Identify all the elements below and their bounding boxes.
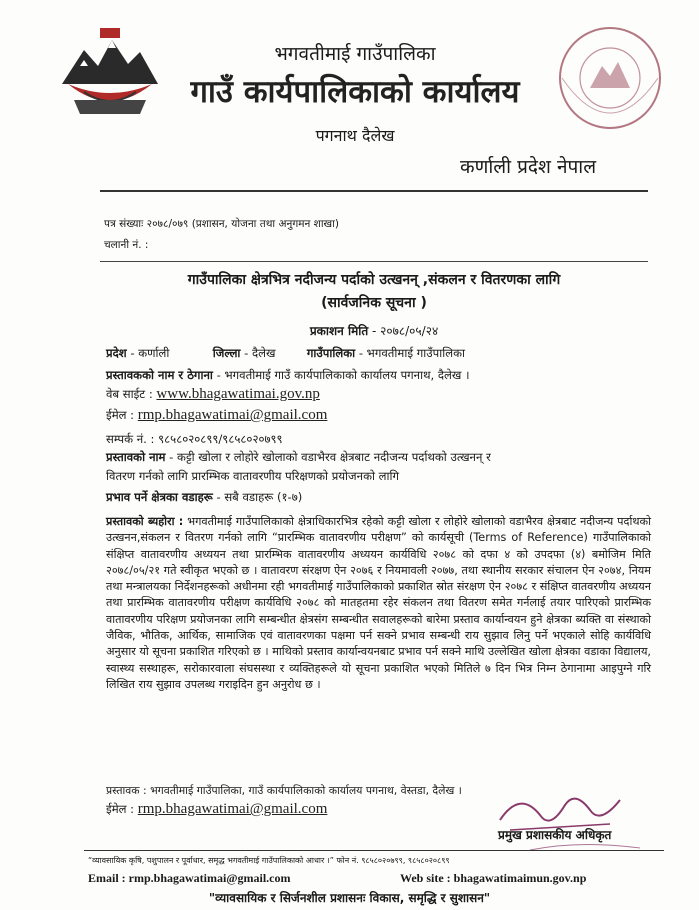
municipality-name: भगवतीमाई गाउँपालिका — [274, 43, 436, 65]
province-value: - कर्णाली — [130, 346, 170, 360]
dispatch-number: चलानी नं. : — [104, 239, 149, 251]
affected-label: प्रभाव पर्ने क्षेत्रका वडाहरू — [106, 490, 213, 504]
footer-motto: "व्यावसायिक र सिर्जनशील प्रशासनः विकास, समृद्धि र सुशासन" — [208, 891, 491, 905]
province-label: प्रदेश — [106, 346, 127, 360]
affected-wards-row — [106, 490, 302, 505]
closing-email-link[interactable]: rmp.bhagawatimai@gmail.com — [137, 801, 328, 817]
proposer-label: प्रस्तावकको नाम र ठेगाना — [106, 368, 213, 382]
rm-value: - भगवतीमाई गाउँपालिका — [358, 346, 465, 360]
paragraph-lead: प्रस्तावको ब्यहोरा : — [106, 515, 184, 528]
notice-title: गाउँपालिका क्षेत्रभित्र नदीजन्य पर्दाको उत्खनन् ,संकलन र वितरणका लागि — [187, 272, 561, 288]
proposer-closing: प्रस्तावक : भगवतीमाई गाउँपालिका, गाउँ कार्यपालिकाको कार्यालय पगनाथ, वेस्तडा, दैलेख । — [106, 784, 462, 797]
location-row — [106, 346, 465, 361]
nepal-emblem-icon — [54, 22, 166, 122]
contact-number: सम्पर्क नं. : ९८५८०२०८९९/९८५८०२०७९९ — [106, 432, 283, 446]
footer-website[interactable]: Web site : bhagawatimaimun.gov.np — [400, 871, 587, 885]
office-name: गाउँ कार्यपालिकाको कार्यालय — [190, 74, 520, 110]
email-link[interactable]: rmp.bhagawatimai@gmail.com — [137, 407, 328, 423]
footer-tagline: “व्यावसायिक कृषि, पशुपालन र पूर्वाधार, समृद्ध भगवतीमाई गाउँपालिकाको आधार ।” फोन नं. ९८५८०२०७९९, ९८५८०२०८९९ — [88, 856, 450, 865]
closing-email-row — [106, 801, 327, 818]
office-place: पगनाथ दैलेख — [315, 126, 395, 145]
proposer-value: - भगवतीमाई गाउँ कार्यपालिकाको कार्यालय पगनाथ, दैलेख । — [216, 368, 470, 382]
proposal-value: - कट्टी खोला र लोहोरे खोलाको वडाभैरव क्षेत्रबाट नदीजन्य पर्दाथको उत्खनन् र — [169, 450, 491, 464]
website-row — [106, 386, 320, 403]
email-row — [106, 407, 327, 424]
letter-number: पत्र संख्याः २०७८/०७९ (प्रशासन, योजना तथा अनुगमन शाखा) — [104, 218, 339, 230]
signatory-title: प्रमुख प्रशासकीय अधिकृत — [498, 828, 612, 842]
proposal-label: प्रस्तावको नाम — [106, 450, 166, 464]
website-label: वेब साईट : — [106, 387, 153, 401]
closing-email-label: ईमेल : — [106, 802, 135, 816]
signature-icon — [470, 780, 650, 860]
paragraph-text: भगवतीमाई गाउँपालिकाको क्षेत्राधिकारभित्र रहेको कट्टी खोला र लोहोरे खोलाको वडाभैरव क्षेत्रबाट नदीजन्य पर्दाथको उत्खनन,संकलन र वितरण गर्नको लागि “प्रारम्भिक वातावरणीय परीक्षण” को कार्यसूची (Terms of Reference) गाउँपालिकाको संक्षिप्त वातावरणीय अध्ययन तथा प्रारम्भिक वातावरणीय अध्ययन कार्यविधि २०७८ को दफा ४ को उपदफा (४) बमोजिम मिति २०७८/०५/२१ गते स्वीकृत भएको छ । वातावरण संरक्षण ऐन २०७६ र नियमावली २०७७, तथा स्थानीय सरकार संचालन ऐन २०७४, नियम तथा मन्त्रालयका निर्देशनहरूको अधीनमा रही भगवतीमाई गाउँपालिकाको प्रकाशित स्रोत संरक्षण ऐन २०७८ र संक्षिप्त वातवरणीय अध्ययन तथा प्रारम्भिक वातावरणीय परीक्षण कार्यविधि २०७८ को मातहतमा रहेर संकलन तथा वितरण समेत गर्नलाई तयार पारिएको प्रारम्भिक वातावरणीय परिक्षण प्रयोजनका लागि सम्बन्धीत क्षेत्रसंग सम्बन्धीत सवालहरूको बारेमा प्रस्ताव कार्यान्वयन हुने क्षेत्रका ब्यक्ति वा संस्थाको जैविक, भौतिक, आर्थिक, सामाजिक एवं वातावरणका पक्षमा पर्न सक्ने प्रभाव सम्बन्धी राय सुझाव लिनु पर्ने भएकाले सोहि कार्यविधि अनुसार यो सूचना प्रकाशित गरिएको छ । माथिको प्रस्ताव कार्यान्वयनबाट प्रभाव पर्न सक्ने माथि उल्लेखित खोला क्षेत्रका वडाका विद्यालय, स्वास्थ्य सस्थाहरू, सरोकारवाला संघसस्था र व्यक्तिहरूले यो सूचना प्रकाशित भएको मितिले ७ दिन भित्र निम्न ठेगानामा आइपुग्ने गरि लिखित राय सुझाव उपलब्ध गराइदिन हुन अनुरोध छ । — [106, 515, 651, 691]
website-link[interactable]: www.bhagawatimai.gov.np — [156, 386, 320, 402]
publish-date — [100, 322, 648, 339]
publish-label: प्रकाशन मिति — [309, 324, 369, 338]
notice-body-paragraph — [106, 514, 651, 693]
proposal-value-continued: वितरण गर्नको लागि प्रारम्भिक वातावरणीय परिक्षणको प्रयोजनको लागि — [106, 469, 400, 483]
district-label: जिल्ला — [212, 346, 241, 360]
province-name: कर्णाली प्रदेश नेपाल — [460, 156, 597, 178]
affected-value: - सबै वडाहरू (१-७) — [216, 490, 303, 504]
footer-divider — [84, 850, 664, 851]
office-seal-icon — [540, 18, 680, 158]
proposal-row — [106, 450, 491, 465]
footer-email[interactable]: Email : rmp.bhagawatimai@gmail.com — [88, 871, 291, 885]
notice-subtitle: (सार्वजनिक सूचना ) — [321, 295, 427, 311]
header-divider — [100, 190, 648, 192]
proposer-row — [106, 368, 469, 383]
publish-value: - २०७८/०५/२४ — [372, 324, 439, 338]
reference-divider — [100, 261, 648, 262]
district-value: - दैलेख — [244, 346, 276, 360]
email-label: ईमेल : — [106, 408, 135, 422]
rm-label: गाउँपालिका — [306, 346, 356, 360]
